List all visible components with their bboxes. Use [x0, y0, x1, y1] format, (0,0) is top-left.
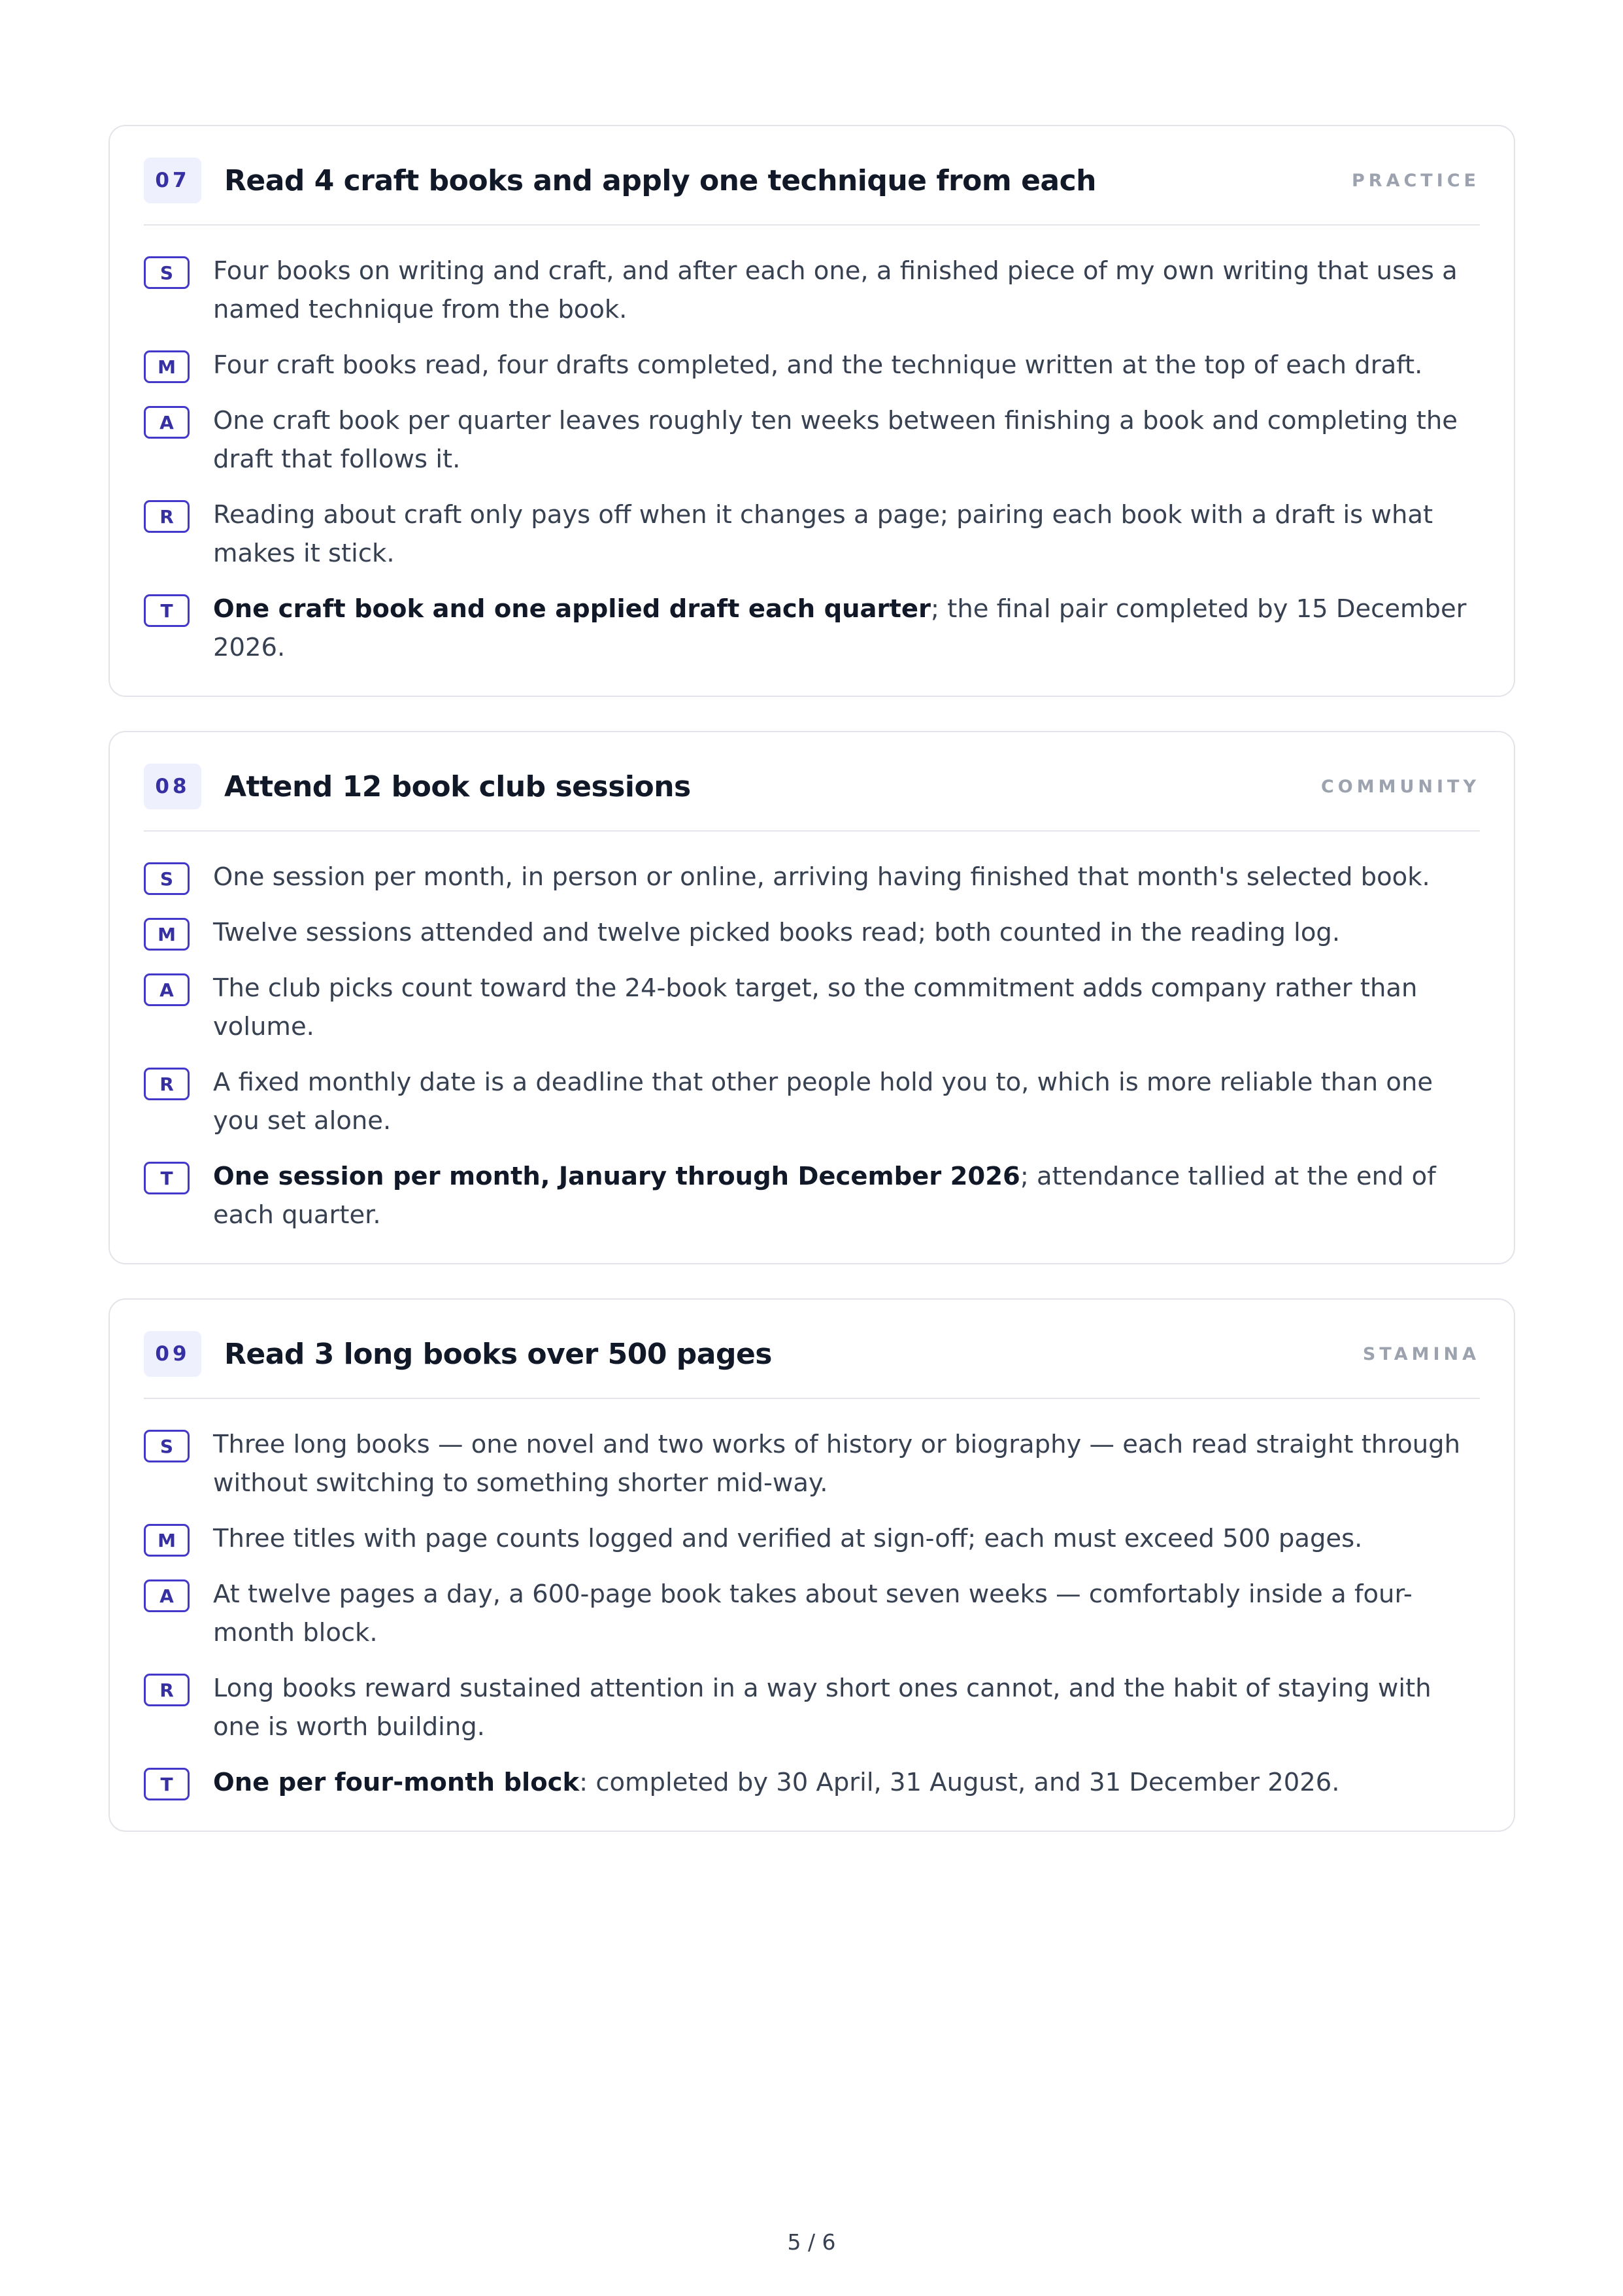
smart-row-text [213, 1063, 1480, 1140]
smart-row-text [213, 401, 1480, 479]
smart-row-body: Twelve sessions attended and twelve picked books read; both counted in the reading log. [213, 918, 1341, 947]
smart-letter-badge: A [144, 1579, 190, 1612]
smart-row-body: At twelve pages a day, a 600-page book takes about seven weeks — comfortably inside a four-month block. [213, 1579, 1413, 1647]
card-header [144, 764, 1480, 832]
smart-row-text [213, 590, 1480, 667]
smart-row-text [213, 1519, 1480, 1558]
smart-row-achievable [144, 401, 1480, 479]
smart-row-body: ; the final pair completed by 15 December 2026. [213, 594, 1467, 662]
smart-row-time-bound [144, 590, 1480, 667]
smart-row-measurable [144, 1519, 1480, 1558]
smart-letter-badge: S [144, 256, 190, 289]
smart-row-relevant [144, 496, 1480, 573]
smart-row-body: Four craft books read, four drafts completed, and the technique written at the top of each draft. [213, 350, 1423, 380]
goal-number: 08 [144, 764, 201, 809]
smart-row-specific [144, 858, 1480, 896]
smart-row-text [213, 252, 1480, 329]
page-number: 5 / 6 [787, 2229, 836, 2255]
goal-card [109, 1298, 1515, 1832]
goal-category-tag: PRACTICE [1351, 170, 1480, 191]
smart-row-measurable [144, 913, 1480, 952]
smart-letter-badge: R [144, 1068, 190, 1100]
smart-letter-badge: M [144, 918, 190, 951]
smart-letter-badge: A [144, 406, 190, 439]
smart-row-body: The club picks count toward the 24-book target, so the commitment adds company rather than volume. [213, 973, 1418, 1041]
smart-row-relevant [144, 1669, 1480, 1746]
smart-row-relevant [144, 1063, 1480, 1140]
smart-row-emphasis: One craft book and one applied draft each quarter [213, 594, 931, 624]
smart-row-body: Three titles with page counts logged and verified at sign-off; each must exceed 500 pages. [213, 1524, 1363, 1553]
smart-row-achievable [144, 969, 1480, 1046]
smart-letter-badge: S [144, 862, 190, 895]
smart-row-body: : completed by 30 April, 31 August, and 31 December 2026. [579, 1768, 1340, 1797]
goal-category-tag: STAMINA [1362, 1343, 1480, 1364]
smart-row-emphasis: One per four-month block [213, 1768, 580, 1797]
smart-letter-badge: S [144, 1430, 190, 1462]
smart-row-body: ; attendance tallied at the end of each quarter. [213, 1162, 1436, 1230]
smart-row-body: Four books on writing and craft, and after each one, a finished piece of my own writing that uses a named technique from the book. [213, 256, 1458, 324]
goal-number: 09 [144, 1331, 201, 1377]
goal-card [109, 731, 1515, 1264]
smart-row-text [213, 1575, 1480, 1652]
goal-card [109, 125, 1515, 697]
smart-row-body: One craft book per quarter leaves roughly ten weeks between finishing a book and completing the draft that follows it. [213, 406, 1458, 474]
goal-category-tag: COMMUNITY [1320, 776, 1480, 797]
smart-row-body: Long books reward sustained attention in a way short ones cannot, and the habit of staying with one is worth building. [213, 1674, 1431, 1742]
smart-letter-badge: T [144, 1768, 190, 1800]
card-header [144, 158, 1480, 226]
smart-row-body: One session per month, in person or online, arriving having finished that month's selected book. [213, 862, 1430, 892]
smart-row-emphasis: One session per month, January through December 2026 [213, 1162, 1020, 1191]
smart-row-body: A fixed monthly date is a deadline that other people hold you to, which is more reliable than one you set alone. [213, 1068, 1433, 1136]
smart-row-text [213, 1157, 1480, 1234]
goal-title: Read 4 craft books and apply one technique from each [224, 163, 1097, 197]
smart-row-measurable [144, 346, 1480, 384]
smart-row-achievable [144, 1575, 1480, 1652]
goal-title: Read 3 long books over 500 pages [224, 1337, 772, 1371]
smart-row-text [213, 1425, 1480, 1502]
smart-letter-badge: T [144, 594, 190, 627]
smart-row-specific [144, 1425, 1480, 1502]
smart-letter-badge: M [144, 350, 190, 383]
smart-row-specific [144, 252, 1480, 329]
smart-row-text [213, 496, 1480, 573]
smart-row-text [213, 1763, 1480, 1802]
smart-letter-badge: T [144, 1162, 190, 1194]
goal-title: Attend 12 book club sessions [224, 769, 691, 803]
smart-row-body: Three long books — one novel and two works of history or biography — each read straight through without switching to something shorter mid-way. [213, 1430, 1460, 1498]
smart-row-text [213, 1669, 1480, 1746]
card-header [144, 1331, 1480, 1399]
goal-number: 07 [144, 158, 201, 203]
smart-row-text [213, 969, 1480, 1046]
smart-letter-badge: A [144, 973, 190, 1006]
smart-row-text [213, 858, 1480, 896]
smart-row-text [213, 346, 1480, 384]
smart-letter-badge: R [144, 1674, 190, 1706]
smart-row-body: Reading about craft only pays off when it changes a page; pairing each book with a draft is what makes it stick. [213, 500, 1433, 568]
smart-letter-badge: R [144, 500, 190, 533]
smart-row-text [213, 913, 1480, 952]
goal-card-list [109, 125, 1515, 1866]
smart-letter-badge: M [144, 1524, 190, 1557]
smart-row-time-bound [144, 1157, 1480, 1234]
smart-row-time-bound [144, 1763, 1480, 1802]
